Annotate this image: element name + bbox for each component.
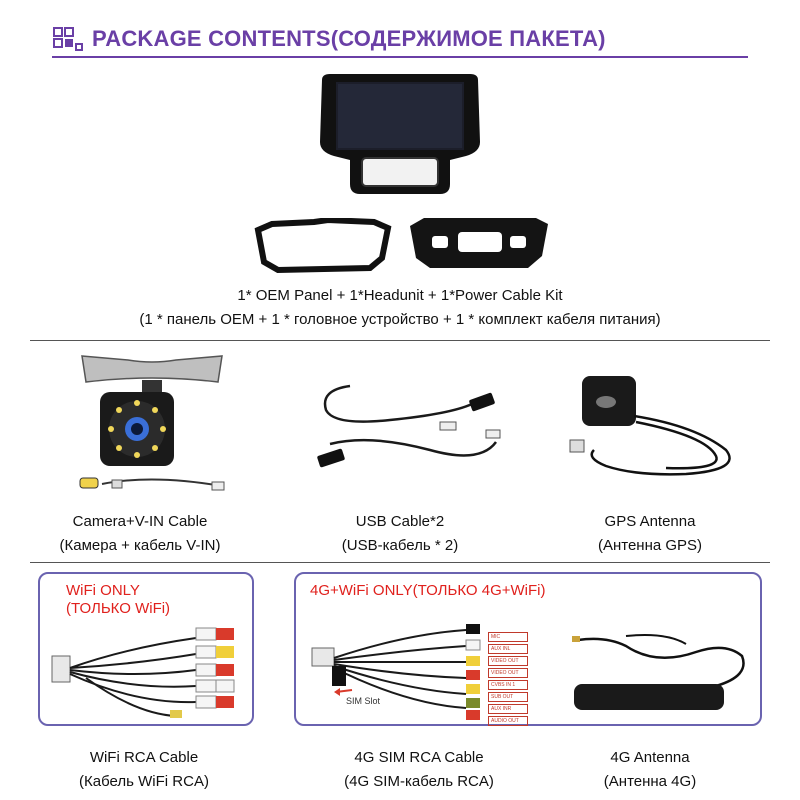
wifi-only-note-line2: (ТОЛЬКО WiFi) [66, 600, 171, 617]
port-tag: VIDEO OUT [488, 668, 528, 678]
gps-caption [540, 510, 760, 558]
port-tag: MIC [488, 632, 528, 642]
wifi-rca-label: WiFi RCA Cable [89, 749, 199, 766]
usb-label-ru: (USB-кабель * 2) [341, 537, 459, 554]
g4-antenna-image [566, 626, 750, 716]
wifi-only-note-line1: WiFi ONLY [66, 582, 140, 599]
divider-middle [30, 562, 770, 563]
g4-sim-rca-caption [306, 746, 532, 794]
usb-caption [290, 510, 510, 558]
port-tag: SUB OUT [488, 692, 528, 702]
g4-wifi-box [294, 572, 762, 726]
sim-slot-label: SIM Slot [346, 696, 381, 706]
g4-sim-rca-label: 4G SIM RCA Cable [354, 749, 484, 766]
camera-image [72, 352, 232, 500]
gps-label-ru: (Антенна GPS) [597, 537, 703, 554]
port-tag: AUX INR [488, 704, 528, 714]
top-caption-en: 1* OEM Panel + 1*Headunit + 1*Power Cable Kit [237, 287, 563, 304]
divider-top [30, 340, 770, 341]
usb-label: USB Cable*2 [355, 513, 445, 530]
wifi-rca-cable-image [46, 618, 244, 718]
port-tags [488, 632, 528, 728]
port-tag: VIDEO OUT [488, 656, 528, 666]
wifi-rca-label-ru: (Кабель WiFi RCA) [79, 773, 209, 790]
wifi-rca-caption [30, 746, 258, 794]
port-tag: AUX INL [488, 644, 528, 654]
port-tag: CVBS IN 1 [488, 680, 528, 690]
header-underline [52, 56, 748, 58]
camera-label: Camera+V-IN Cable [72, 513, 208, 530]
top-caption [40, 284, 760, 332]
usb-cables-image [310, 380, 506, 480]
g4-sim-rca-label-ru: (4G SIM-кабель RCA) [344, 773, 494, 790]
gps-label: GPS Antenna [604, 513, 696, 530]
page-title: PACKAGE CONTENTS(СОДЕРЖИМОЕ ПАКЕТА) [92, 26, 606, 51]
g4-only-note: 4G+WiFi ONLY(ТОЛЬКО 4G+WiFi) [310, 582, 546, 599]
frame-right-image [406, 212, 552, 272]
header-icon [52, 26, 84, 54]
g4-antenna-label-ru: (Антенна 4G) [603, 773, 697, 790]
g4-antenna-label: 4G Antenna [610, 749, 690, 766]
wifi-only-note [66, 582, 170, 618]
g4-antenna-caption [560, 746, 740, 794]
camera-label-ru: (Камера + кабель V-IN) [59, 537, 221, 554]
port-tag: AUDIO OUT [488, 716, 528, 726]
top-caption-ru: (1 * панель OEM + 1 * головное устройство + 1 * комплект кабеля питания) [139, 311, 661, 328]
gps-antenna-image [566, 370, 746, 486]
camera-caption [20, 510, 260, 558]
frame-left-image [252, 218, 392, 274]
wifi-only-box [38, 572, 254, 726]
headunit-image [316, 72, 484, 198]
